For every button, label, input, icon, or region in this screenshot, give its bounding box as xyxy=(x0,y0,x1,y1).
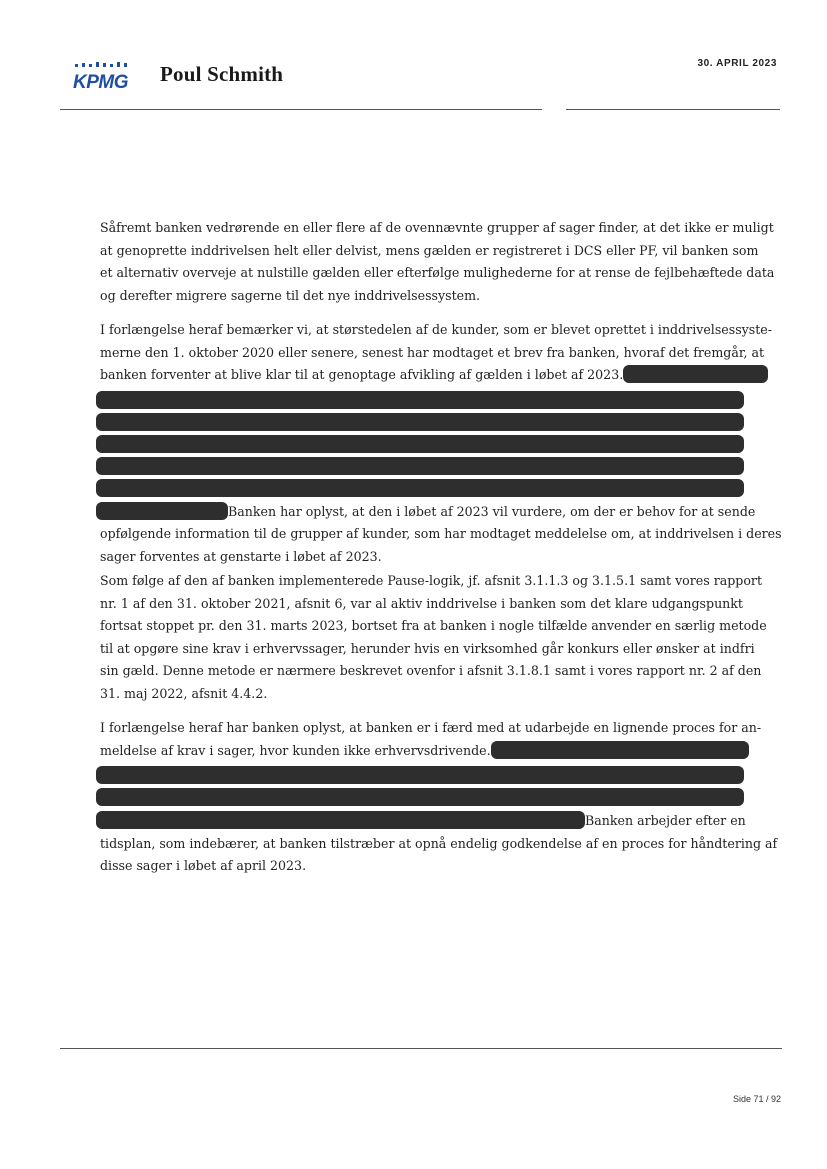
text-line: merne den 1. oktober 2020 eller senere, senest har modtaget et brev fra banken, hvoraf det fremgår, at xyxy=(100,344,765,360)
text-line: at genoprette inddrivelsen helt eller delvist, mens gælden er registreret i DCS eller PF, vil banken som xyxy=(100,242,759,258)
footer-rule xyxy=(60,1048,782,1049)
text-line: Såfremt banken vedrørende en eller flere af de ovennævnte grupper af sager finder, at det ikke er muligt xyxy=(100,220,774,235)
svg-text:KPMG: KPMG xyxy=(73,72,128,92)
text-line: sager forventes at genstarte i løbet af 2023. xyxy=(100,548,382,564)
redaction-block xyxy=(96,391,744,409)
text-fragment: banken forventer at blive klar til at genoptage afvikling af gælden i løbet af 2023. xyxy=(100,367,624,383)
text-fragment: Banken arbejder efter en xyxy=(585,813,746,829)
text-line: et alternativ overveje at nulstille gælden eller efterfølge mulighederne for at rense de fejlbehæftede data xyxy=(100,265,775,281)
document-date: 30. APRIL 2023 xyxy=(697,58,777,69)
text-line: I forlængelse heraf har banken oplyst, at banken er i færd med at udarbejde en lignende proces for an- xyxy=(100,720,762,735)
page-number: Side 71 / 92 xyxy=(732,1094,781,1104)
redaction-block xyxy=(96,788,744,806)
redaction-block xyxy=(96,413,744,431)
kpmg-logo xyxy=(72,62,138,92)
text-line: opfølgende information til de grupper af kunder, som har modtaget meddelelse om, at inddrivelsen i deres xyxy=(100,526,782,542)
text-line xyxy=(100,810,746,833)
text-line: fortsat stoppet pr. den 31. marts 2023, bortset fra at banken i nogle tilfælde anvender en særlig metode xyxy=(100,618,767,634)
text-line xyxy=(100,501,756,524)
text-fragment: Banken har oplyst, at den i løbet af 2023 vil vurdere, om der er behov for at sende xyxy=(228,503,756,519)
text-line: disse sager i løbet af april 2023. xyxy=(100,858,307,874)
text-fragment: meldelse af krav i sager, hvor kunden ikke erhvervsdrivende. xyxy=(100,742,491,758)
text-line: Som følge af den af banken implementerede Pause-logik, jf. afsnit 3.1.1.3 og 3.1.5.1 samt vores rapport xyxy=(100,573,763,588)
redaction-block xyxy=(96,766,744,784)
paragraph-1 xyxy=(100,217,775,307)
text-line: 31. maj 2022, afsnit 4.4.2. xyxy=(100,685,268,701)
header-rule-right xyxy=(566,109,780,110)
redaction-block xyxy=(96,502,228,520)
redaction-block xyxy=(96,479,744,497)
paragraph-3 xyxy=(100,570,767,706)
redaction-block xyxy=(96,457,744,475)
text-line: nr. 1 af den 31. oktober 2021, afsnit 6, var al aktiv inddrivelse i banken som det klare udgangspunkt xyxy=(100,595,743,611)
firm-name: Poul Schmith xyxy=(160,62,284,86)
redaction-block xyxy=(623,365,768,383)
header-rule-left xyxy=(60,109,542,110)
text-line: til at opgøre sine krav i erhvervssager, herunder hvis en virksomhed går konkurs eller ønsker at indfri xyxy=(100,640,755,656)
text-line: tidsplan, som indebærer, at banken tilstræber at opnå endelig godkendelse af en proces for håndtering af xyxy=(100,835,778,851)
paragraph-4 xyxy=(100,717,778,878)
redaction-block xyxy=(96,435,744,453)
text-line xyxy=(100,364,743,387)
redaction-block xyxy=(491,741,749,759)
text-line xyxy=(100,740,743,763)
text-line: og derefter migrere sagerne til det nye inddrivelsessystem. xyxy=(100,287,481,303)
redaction-block xyxy=(96,811,585,829)
text-line: sin gæld. Denne metode er nærmere beskrevet ovenfor i afsnit 3.1.8.1 samt i vores rapport nr. 2 af den xyxy=(100,663,762,679)
paragraph-2 xyxy=(100,319,782,569)
text-line: I forlængelse heraf bemærker vi, at størstedelen af de kunder, som er blevet oprettet i inddrivelsessyste- xyxy=(100,322,773,337)
